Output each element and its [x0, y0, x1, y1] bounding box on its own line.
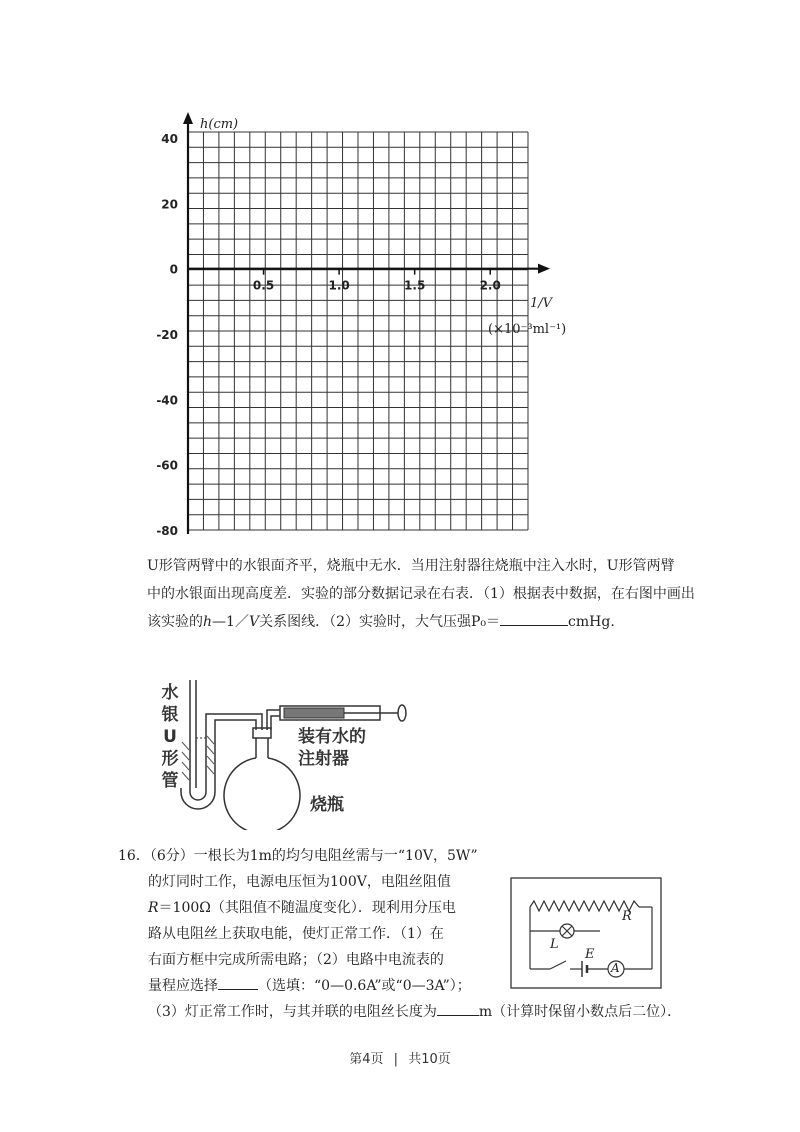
x-axis-arrow [538, 264, 550, 274]
y-tick-label: 20 [161, 197, 178, 212]
x-tick-label: 1.5 [404, 278, 426, 293]
y-tick-label: -20 [156, 328, 178, 342]
syringe-label: 装有水的 注射器 [298, 727, 366, 769]
q16-line-7: （3）灯正常工作时，与其并联的电阻丝长度为 m（计算时保留小数点后二位）． [118, 999, 698, 1025]
x-tick-label: 1.0 [328, 278, 350, 293]
circuit-diagram [510, 877, 662, 989]
q15-line-2: 中的水银面出现高度差．实验的部分数据记录在右表．（1）根据表中数据，在右图中画出 [147, 586, 695, 602]
q15-line-1: U形管两臂中的水银面齐平，烧瓶中无水．当用注射器往烧瓶中注入水时，U形管两臂 [147, 558, 675, 574]
q16-line-5: 右面方框中完成所需电路；（2）电路中电流表的 [148, 952, 444, 968]
y-tick-label: -80 [156, 524, 178, 538]
x-axis-unit: (×10⁻³ml⁻¹) [488, 322, 567, 337]
circuit-drawing [510, 877, 662, 989]
q16-line-6: 量程应选择 （选填：“0—0.6A”或“0—3A”）； [118, 973, 698, 999]
y-axis-label: h(cm) [200, 117, 239, 132]
page-number: 第4页 [349, 1052, 384, 1067]
y-tick-label: 40 [161, 132, 178, 146]
graph-grid [188, 132, 528, 530]
y-axis-arrow [183, 112, 193, 124]
y-tick-label: -40 [156, 393, 178, 408]
resistor-label: R [622, 909, 632, 924]
lamp-label: L [550, 937, 559, 952]
ammeter-range-blank[interactable] [218, 973, 258, 990]
ammeter-label: A [611, 961, 620, 975]
y-tick-label: -60 [156, 458, 178, 473]
pressure-answer-blank[interactable] [500, 609, 568, 626]
h-vs-inverse-v-graph [150, 110, 590, 540]
wire-length-blank[interactable] [437, 999, 479, 1016]
q15-text [147, 552, 707, 636]
q16-line-4: 路从电阻丝上获取电能，使灯正常工作．（1）在 [148, 926, 444, 942]
u-tube-label: 水 银 U 形 管 [161, 683, 179, 791]
q16-line-2: 的灯同时工作，电源电压恒为100V，电阻丝阻值 [148, 874, 451, 890]
x-tick-label: 0.5 [252, 278, 275, 293]
page-total: 共10页 [408, 1052, 451, 1067]
q16-line-3: R＝100Ω（其阻值不随温度变化）．现利用分压电 [148, 900, 456, 916]
y-tick-label: 0 [169, 262, 178, 277]
footer-separator: | [393, 1052, 399, 1067]
x-axis-label: 1/V [530, 296, 553, 311]
q15-line-3: 该实验的h—1／V关系图线．（2）实验时，大气压强P₀＝ cmHg. [147, 608, 707, 636]
page-footer [0, 1048, 800, 1067]
apparatus-drawing [150, 680, 420, 830]
battery-label: E [585, 947, 595, 962]
x-tick-label: 2.0 [479, 278, 501, 293]
apparatus-diagram [150, 680, 420, 830]
q16-line-1: 16．（6分）一根长为1m的均匀电阻丝需与一“10V，5W” [118, 848, 478, 864]
flask-label: 烧瓶 [310, 795, 344, 815]
